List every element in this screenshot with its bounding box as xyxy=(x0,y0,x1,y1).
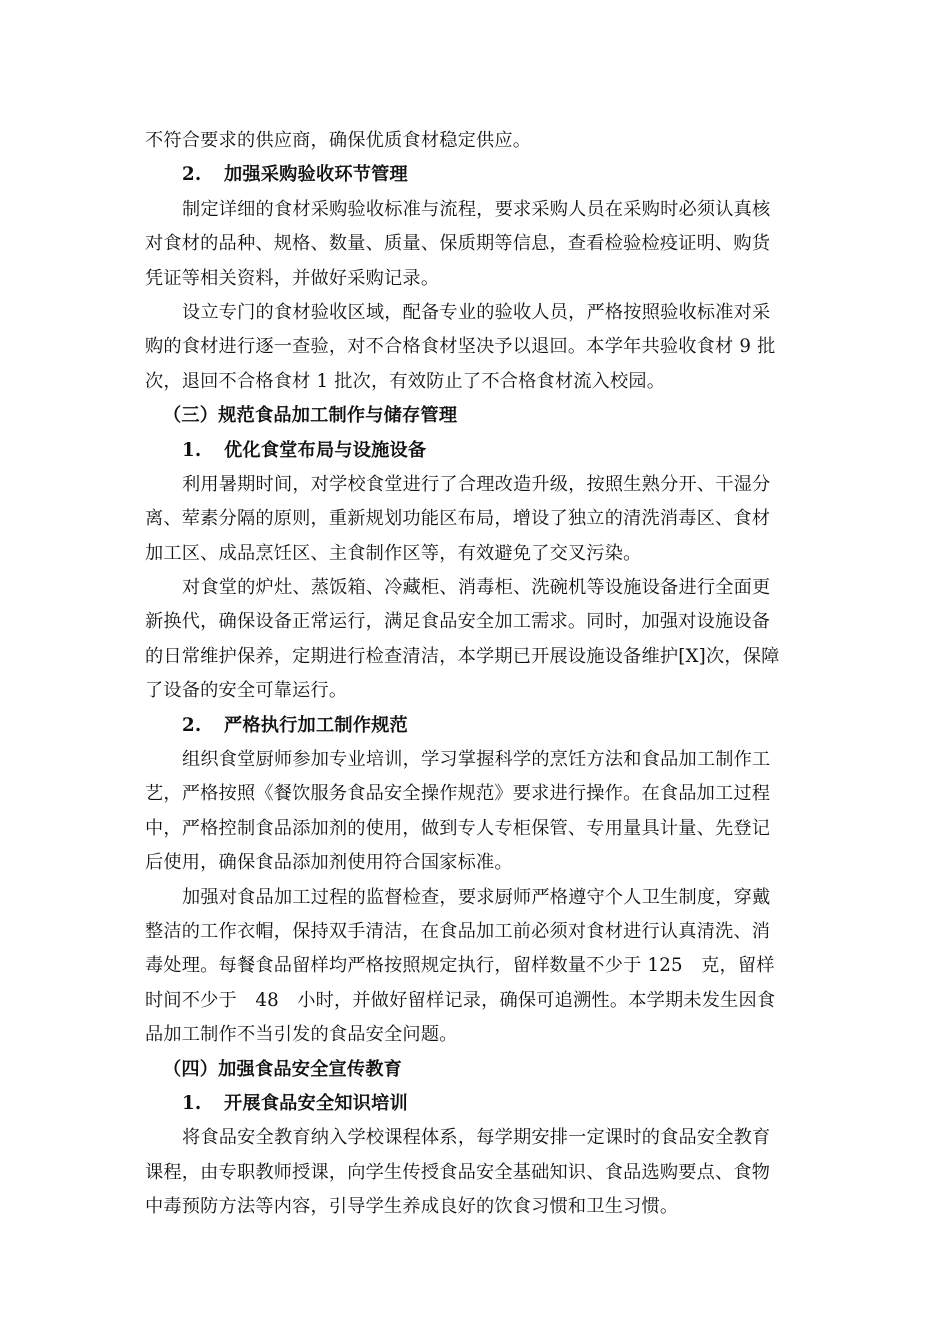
subheading-text: 优化食堂布局与设施设备 xyxy=(224,439,427,461)
paragraph-line: 艺，严格按照《餐饮服务食品安全操作规范》要求进行操作。在食品加工过程 xyxy=(145,783,771,805)
subheading-text: 开展食品安全知识培训 xyxy=(224,1092,408,1114)
subheading-number: 1. xyxy=(182,439,202,461)
subheading xyxy=(145,709,809,743)
paragraph-line: 毒处理。每餐食品留样均严格按照规定执行，留样数量不少于 125 克，留样 xyxy=(145,955,775,977)
paragraph-line: 加工区、成品烹饪区、主食制作区等，有效避免了交叉污染。 xyxy=(145,542,642,564)
subheading-number: 1. xyxy=(182,1092,202,1114)
subheading-text: 加强采购验收环节管理 xyxy=(224,164,408,186)
subheading xyxy=(145,1087,809,1121)
paragraph-first-line: 将食品安全教育纳入学校课程体系，每学期安排一定课时的食品安全教育 xyxy=(182,1127,771,1149)
paragraph-first-line: 组织食堂厨师参加专业培训，学习掌握科学的烹饪方法和食品加工制作工 xyxy=(182,749,771,771)
paragraph-line: 购的食材进行逐一查验，对不合格食材坚决予以退回。本学年共验收食材 9 批 xyxy=(145,336,776,358)
paragraph-first-line: 设立专门的食材验收区域，配备专业的验收人员，严格按照验收标准对采 xyxy=(182,301,771,323)
paragraph-line: 中毒预防方法等内容，引导学生养成良好的饮食习惯和卫生习惯。 xyxy=(145,1196,679,1218)
paragraph-line: 次，退回不合格食材 1 批次，有效防止了不合格食材流入校园。 xyxy=(145,370,666,392)
paragraph-first-line: 对食堂的炉灶、蒸饭箱、冷藏柜、消毒柜、洗碗机等设施设备进行全面更 xyxy=(182,577,771,599)
paragraph-line: 中，严格控制食品添加剂的使用，做到专人专柜保管、专用量具计量、先登记 xyxy=(145,817,771,839)
paragraph-line: 不符合要求的供应商，确保优质食材稳定供应。 xyxy=(145,130,532,151)
section-heading: （四）加强食品安全宣传教育 xyxy=(163,1058,403,1080)
paragraph-line: 了设备的安全可靠运行。 xyxy=(145,680,348,702)
section-heading: （三）规范食品加工制作与储存管理 xyxy=(163,405,458,427)
paragraph-line: 后使用，确保食品添加剂使用符合国家标准。 xyxy=(145,852,513,874)
subheading xyxy=(145,434,809,468)
paragraph-first-line: 利用暑期时间，对学校食堂进行了合理改造升级，按照生熟分开、干湿分 xyxy=(182,473,771,495)
paragraph-line: 整洁的工作衣帽，保持双手清洁，在食品加工前必须对食材进行认真清洗、消 xyxy=(145,920,771,942)
paragraph-line: 离、荤素分隔的原则，重新规划功能区布局，增设了独立的清洗消毒区、食材 xyxy=(145,508,771,530)
paragraph-line: 凭证等相关资料，并做好采购记录。 xyxy=(145,267,440,289)
subheading-text: 严格执行加工制作规范 xyxy=(224,714,408,736)
paragraph-line: 对食材的品种、规格、数量、质量、保质期等信息，查看检验检疫证明、购货 xyxy=(145,233,771,255)
paragraph-line: 品加工制作不当引发的食品安全问题。 xyxy=(145,1024,458,1046)
paragraph-first-line: 制定详细的食材采购验收标准与流程，要求采购人员在采购时必须认真核 xyxy=(182,198,771,220)
paragraph-first-line: 加强对食品加工过程的监督检查，要求厨师严格遵守个人卫生制度，穿戴 xyxy=(182,886,771,908)
subheading-number: 2. xyxy=(182,714,202,736)
paragraph-line: 新换代，确保设备正常运行，满足食品安全加工需求。同时，加强对设施设备 xyxy=(145,611,771,633)
paragraph-line: 的日常维护保养，定期进行检查清洁，本学期已开展设施设备维护[X]次，保障 xyxy=(145,645,780,667)
subheading-number: 2. xyxy=(182,164,202,186)
document-body xyxy=(145,124,809,1225)
paragraph-line: 课程，由专职教师授课，向学生传授食品安全基础知识、食品选购要点、食物 xyxy=(145,1161,771,1183)
subheading xyxy=(145,158,809,192)
paragraph-line: 时间不少于 48 小时，并做好留样记录，确保可追溯性。本学期未发生因食 xyxy=(145,989,776,1011)
